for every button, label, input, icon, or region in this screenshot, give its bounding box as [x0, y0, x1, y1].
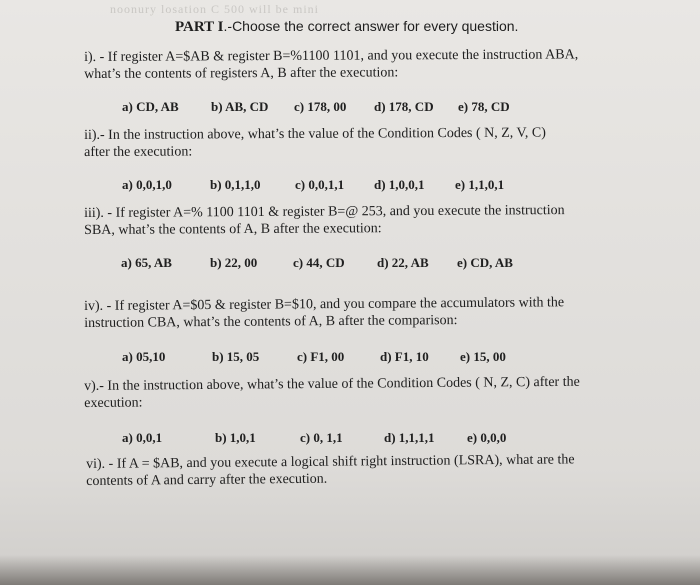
option-c: c) 0, 1,1 [300, 430, 343, 445]
option-c: c) F1, 00 [297, 349, 345, 364]
question-1-line-1: i). - If register A=$AB & register B=%1100 1101, and you execute the instruction ABA, [84, 47, 579, 65]
question-1 [84, 46, 578, 83]
option-d: d) 22, AB [377, 255, 429, 270]
question-3 [84, 202, 565, 239]
option-c: c) 44, CD [293, 255, 345, 270]
question-3-line-2: SBA, what’s the contents of A, B after the execution: [84, 221, 382, 238]
question-6 [86, 451, 575, 490]
question-2-line-2: after the execution: [84, 144, 193, 160]
question-3-line-1: iii). - If register A=% 1100 1101 & register B=@ 253, and you execute the instruction [84, 203, 565, 221]
question-4-line-1: iv). - If register A=$05 & register B=$10, and you compare the accumulators with the [84, 295, 565, 314]
option-a: a) 05,10 [122, 349, 166, 364]
option-a: a) 0,0,1 [122, 430, 163, 445]
option-d: d) 1,0,0,1 [374, 177, 425, 192]
question-1-line-2: what’s the contents of registers A, B after the execution: [84, 65, 399, 82]
bottom-shadow [0, 555, 700, 585]
question-4-line-2: instruction CBA, what’s the contents of A, B after the comparison: [84, 313, 458, 331]
option-d: d) F1, 10 [380, 349, 429, 364]
question-5-line-1: v).- In the instruction above, what’s the value of the Condition Codes ( N, Z, C) after the [84, 374, 580, 394]
title-instruction: .-Choose the correct answer for every question. [223, 18, 519, 34]
page-title [175, 18, 518, 36]
option-b: b) 15, 05 [212, 349, 260, 364]
option-d: d) 1,1,1,1 [384, 430, 435, 445]
option-b: b) 22, 00 [210, 255, 258, 270]
part-label: PART I [175, 19, 224, 35]
question-5 [84, 374, 580, 412]
option-b: b) 1,0,1 [215, 430, 256, 445]
option-d: d) 178, CD [374, 99, 434, 114]
option-a: a) 65, AB [121, 255, 172, 270]
option-b: b) 0,1,1,0 [210, 177, 261, 192]
option-a: a) 0,0,1,0 [122, 177, 172, 192]
bleed-through-text: noonury losation C 500 will be mini [110, 2, 319, 16]
option-c: c) 0,0,1,1 [295, 177, 345, 192]
option-c: c) 178, 00 [294, 99, 347, 114]
option-e: e) 0,0,0 [467, 430, 507, 445]
option-b: b) AB, CD [211, 99, 269, 114]
question-5-line-2: execution: [84, 395, 143, 411]
question-2 [84, 125, 546, 161]
question-6-line-1: vi). - If A = $AB, and you execute a logical shift right instruction (LSRA), what are the [86, 452, 575, 472]
option-e: e) CD, AB [457, 255, 513, 270]
option-e: e) 15, 00 [460, 349, 506, 364]
question-6-line-2: contents of A and carry after the execution. [86, 471, 328, 489]
option-e: e) 1,1,0,1 [455, 177, 505, 192]
question-2-line-1: ii).- In the instruction above, what’s the value of the Condition Codes ( N, Z, V, C) [84, 125, 546, 143]
question-4 [84, 294, 564, 332]
option-a: a) CD, AB [122, 99, 179, 114]
option-e: e) 78, CD [458, 99, 510, 114]
